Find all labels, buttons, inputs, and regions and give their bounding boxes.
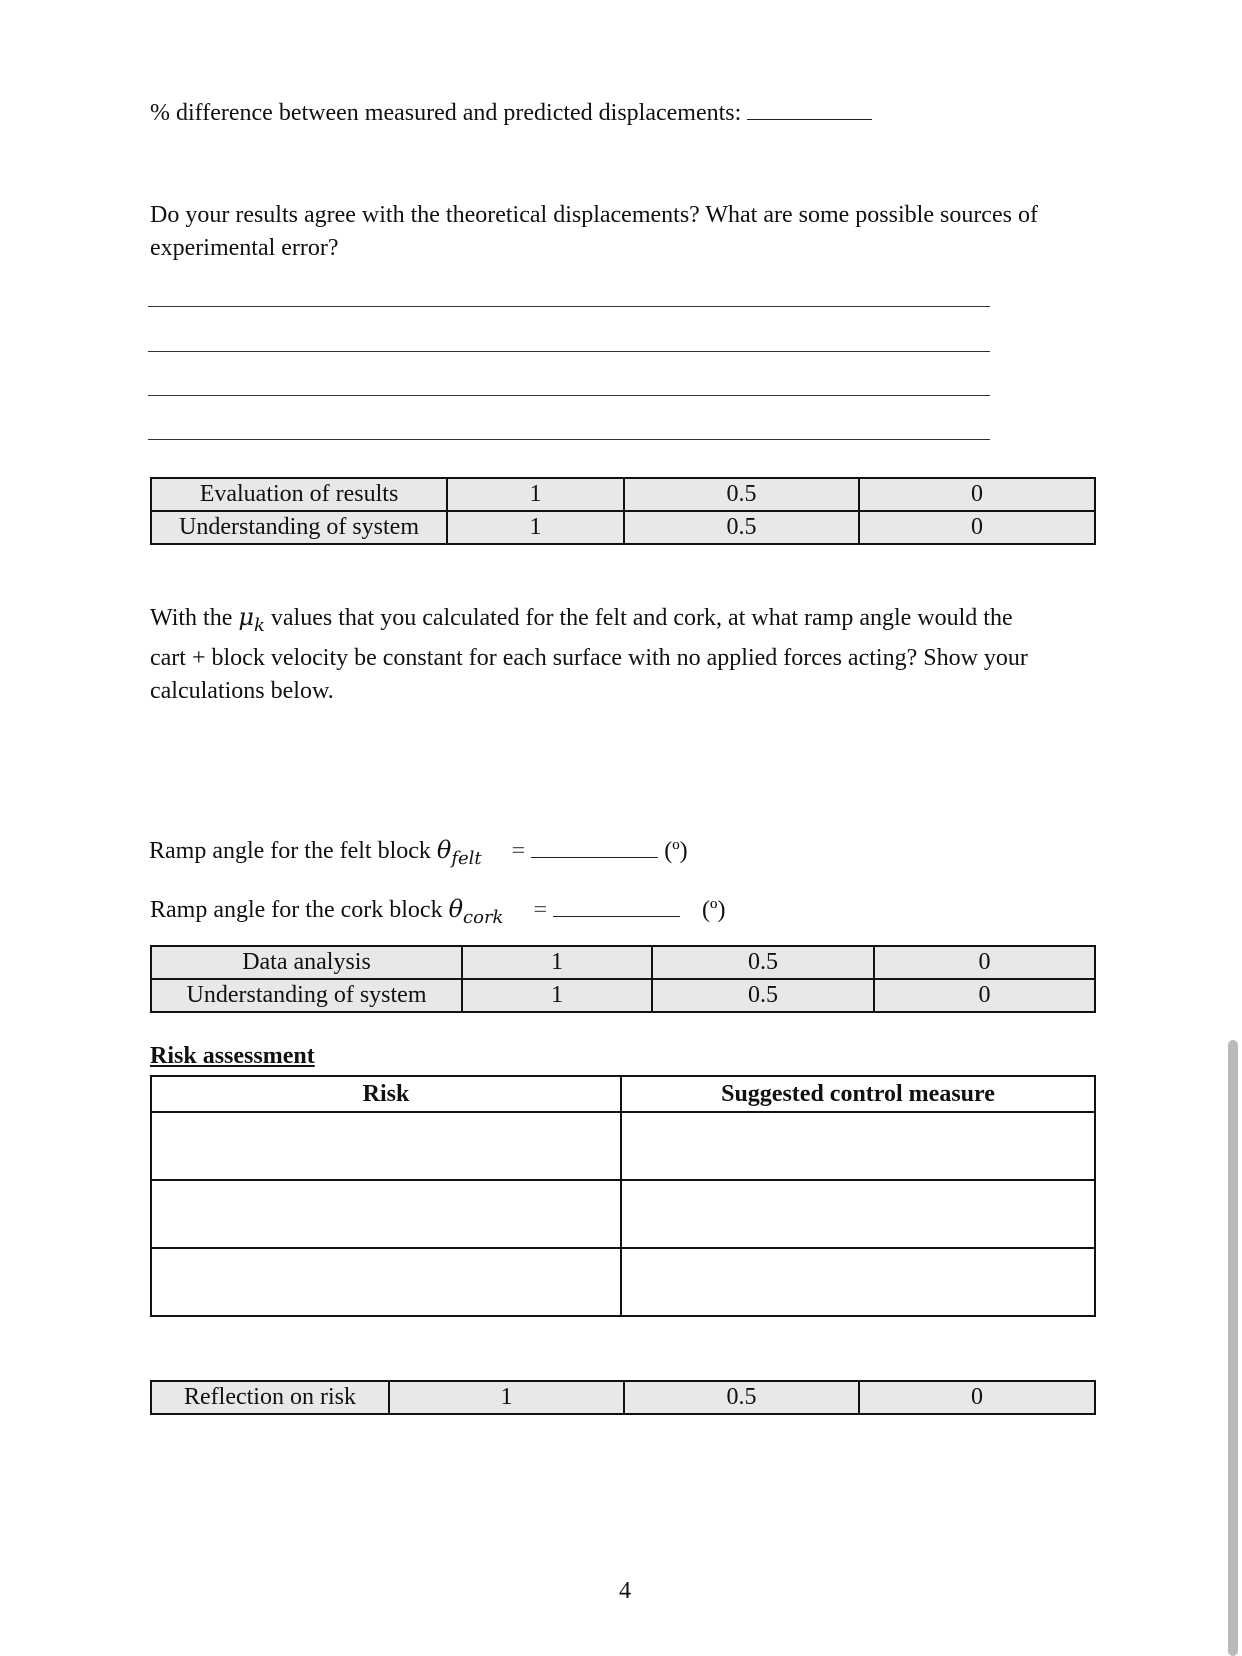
control-measure-input-cell[interactable] xyxy=(621,1180,1095,1248)
question-ramp-angle: With the $\mu_k$ values that you calculated for the felt and cork, at what ramp angle would the cart + block velocity be constant for each surface with no applied forces acting? Show your calculations below. xyxy=(150,603,1028,704)
score-cell: 1 xyxy=(447,478,624,511)
percent-difference-blank xyxy=(747,118,872,120)
table-header-row xyxy=(151,1076,1095,1112)
table-row xyxy=(151,979,1095,1012)
percent-difference-line xyxy=(150,97,872,130)
felt-angle-blank xyxy=(531,856,658,858)
score-cell: 0 xyxy=(874,946,1095,979)
score-cell: 1 xyxy=(447,511,624,544)
score-cell: 0.5 xyxy=(624,478,859,511)
score-cell: 0.5 xyxy=(624,1381,859,1414)
score-cell: 0.5 xyxy=(624,511,859,544)
answer-line xyxy=(148,395,990,396)
criterion-label: Understanding of system xyxy=(151,979,462,1012)
criterion-label: Data analysis xyxy=(151,946,462,979)
score-table-reflection xyxy=(150,1380,1096,1415)
risk-assessment-heading: Risk assessment xyxy=(150,1043,315,1069)
degree-unit: (º) xyxy=(702,897,726,923)
score-table-data-analysis xyxy=(150,945,1096,1013)
score-cell: 0 xyxy=(874,979,1095,1012)
answer-line xyxy=(148,439,990,440)
control-measure-input-cell[interactable] xyxy=(621,1112,1095,1180)
question-sources-of-error: Do your results agree with the theoretical displacements? What are some possible sources of experimental error? xyxy=(150,202,1038,261)
felt-angle-label: Ramp angle for the felt block xyxy=(149,838,431,864)
score-cell: 1 xyxy=(389,1381,624,1414)
score-cell: 0.5 xyxy=(652,946,874,979)
risk-table xyxy=(150,1075,1096,1317)
score-cell: 1 xyxy=(462,946,652,979)
cork-angle-label: Ramp angle for the cork block xyxy=(150,897,443,923)
table-row xyxy=(151,1112,1095,1180)
score-cell: 0 xyxy=(859,1381,1095,1414)
table-row xyxy=(151,946,1095,979)
cork-angle-line: Ramp angle for the cork block $\theta_{cork}$ = (º) xyxy=(150,895,726,928)
degree-unit: (º) xyxy=(664,838,688,864)
felt-angle-line: Ramp angle for the felt block $\theta_{felt}$ = (º) xyxy=(149,836,688,869)
control-measure-input-cell[interactable] xyxy=(621,1248,1095,1316)
score-cell: 0.5 xyxy=(652,979,874,1012)
theta-symbol: θ xyxy=(448,895,464,923)
risk-input-cell[interactable] xyxy=(151,1248,621,1316)
table-row xyxy=(151,1248,1095,1316)
cork-angle-blank xyxy=(553,915,680,917)
control-measure-column-header: Suggested control measure xyxy=(621,1076,1095,1112)
table-row xyxy=(151,511,1095,544)
criterion-label: Reflection on risk xyxy=(151,1381,389,1414)
answer-line xyxy=(148,351,990,352)
answer-line xyxy=(148,306,990,307)
score-cell: 1 xyxy=(462,979,652,1012)
percent-difference-label: % difference between measured and predicted displacements: xyxy=(150,100,742,126)
vertical-scrollbar[interactable] xyxy=(1228,1040,1238,1656)
score-cell: 0 xyxy=(859,511,1095,544)
risk-input-cell[interactable] xyxy=(151,1112,621,1180)
criterion-label: Understanding of system xyxy=(151,511,447,544)
theta-symbol: θ xyxy=(436,836,452,864)
risk-input-cell[interactable] xyxy=(151,1180,621,1248)
criterion-label: Evaluation of results xyxy=(151,478,447,511)
risk-column-header: Risk xyxy=(151,1076,621,1112)
score-table-evaluation xyxy=(150,477,1096,545)
table-row xyxy=(151,478,1095,511)
page-number: 4 xyxy=(619,1578,631,1604)
score-cell: 0 xyxy=(859,478,1095,511)
table-row xyxy=(151,1180,1095,1248)
mu-symbol: μ xyxy=(238,603,254,631)
table-row xyxy=(151,1381,1095,1414)
